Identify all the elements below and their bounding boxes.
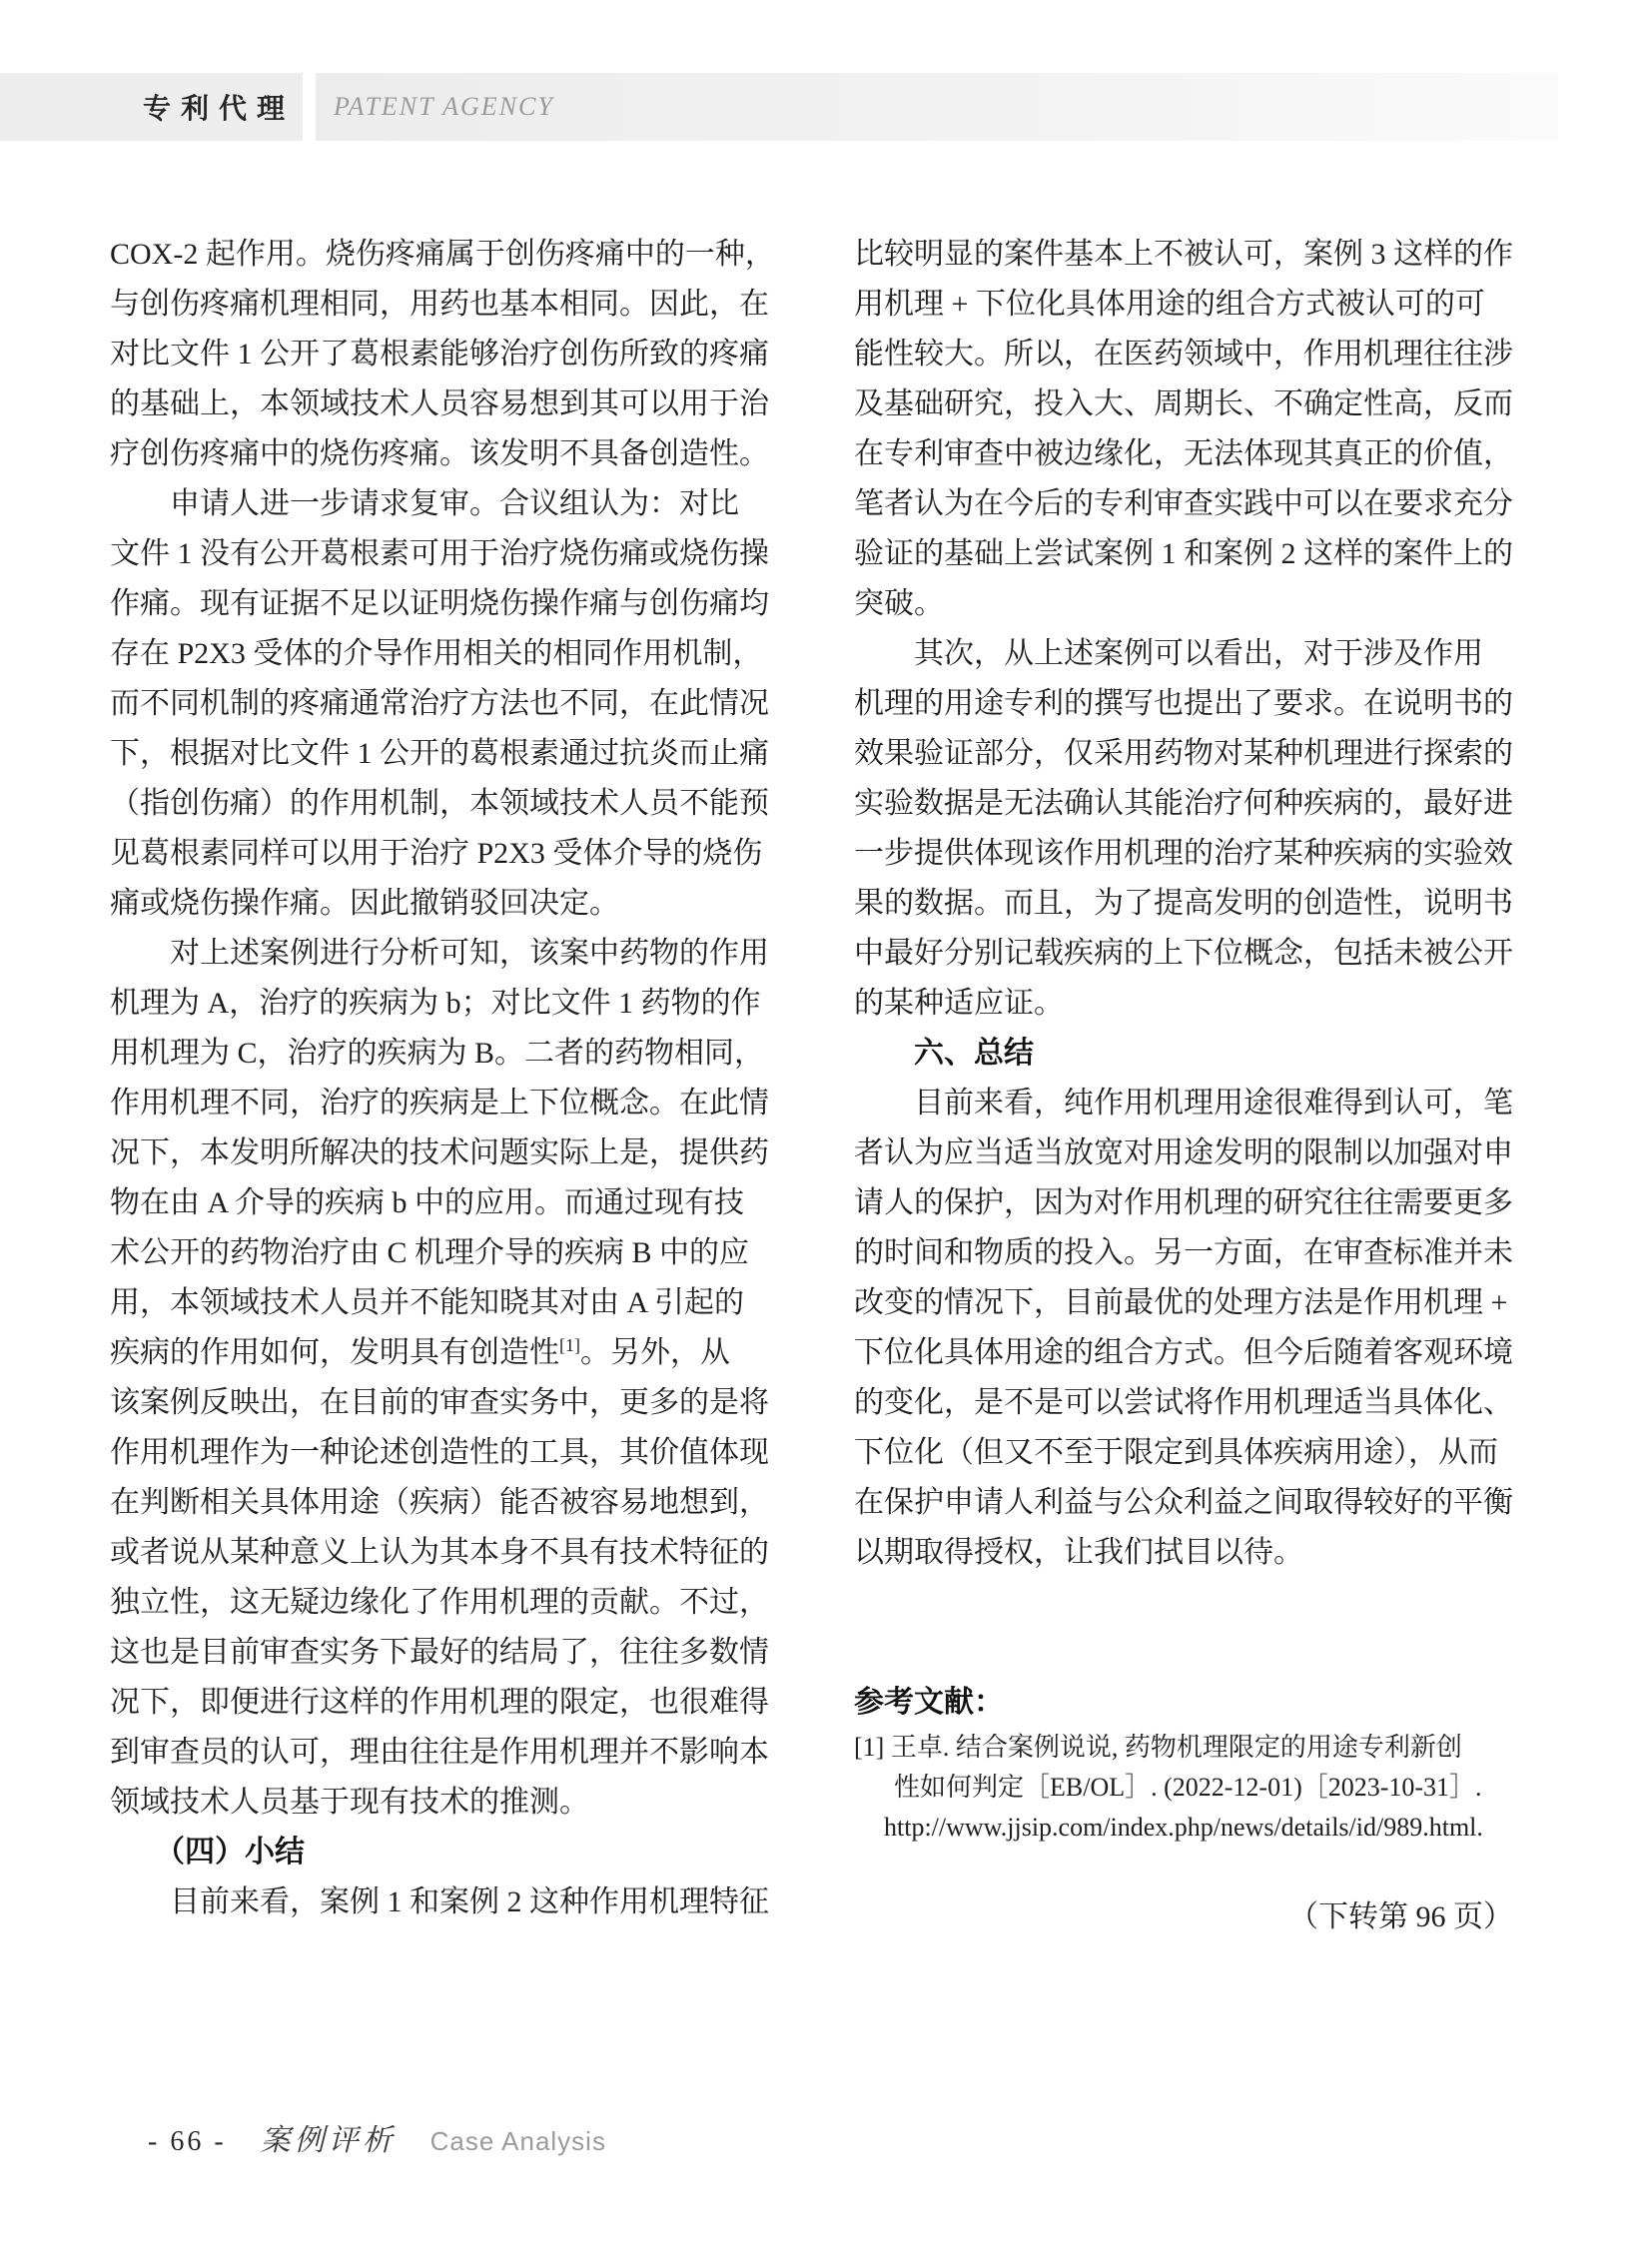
reference-line: [1] 王卓. 结合案例说说, 药物机理限定的用途专利新创 [854, 1733, 1462, 1762]
text-line: 见葛根素同样可以用于治疗 P2X3 受体介导的烧伤 [110, 837, 763, 870]
text-line: 或者说从某种意义上认为其本身不具有技术特征的 [110, 1536, 769, 1569]
spacer [854, 1578, 1513, 1628]
text-line: 申请人进一步请求复审。合议组认为：对比 [110, 487, 739, 520]
text-line: 领域技术人员基于现有技术的推测。 [110, 1786, 589, 1819]
text-line: 笔者认为在今后的专利审查实践中可以在要求充分 [854, 487, 1513, 520]
text-line: 用，本领域技术人员并不能知晓其对由 A 引起的 [110, 1286, 745, 1319]
journal-section-title-cn: 专利代理 [142, 93, 295, 124]
page-footer [148, 2115, 606, 2159]
text-line: 突破。 [854, 587, 944, 620]
text-line: 用机理 + 下位化具体用途的组合方式被认可的可 [854, 288, 1485, 321]
text-line: 一步提供体现该作用机理的治疗某种疾病的实验效 [854, 837, 1513, 870]
text-line: 的变化，是不是可以尝试将作用机理适当具体化、 [854, 1386, 1513, 1419]
page-header [0, 73, 1652, 141]
text-line: 下位化具体用途的组合方式。但今后随着客观环境 [854, 1336, 1513, 1369]
text-line: 存在 P2X3 受体的介导作用相关的相同作用机制， [110, 637, 763, 670]
text-line: 这也是目前审查实务下最好的结局了，往往多数情 [110, 1636, 769, 1669]
text-line: 及基础研究，投入大、周期长、不确定性高，反而 [854, 387, 1513, 420]
text-line: 疾病的作用如何，发明具有创造性[1]。另外，从 [110, 1335, 730, 1369]
section-heading: 六、总结 [854, 1037, 1034, 1070]
page-number: - 66 - [148, 2126, 227, 2157]
text-line: 的某种适应证。 [854, 987, 1064, 1020]
text-line: 目前来看，纯作用机理用途很难得到认可，笔 [854, 1087, 1513, 1120]
reference-line: 性如何判定［EB/OL］. (2022-12-01)［2023-10-31］. [894, 1773, 1482, 1802]
text-line: 在判断相关具体用途（疾病）能否被容易地想到， [110, 1486, 769, 1519]
text-line: 对上述案例进行分析可知，该案中药物的作用 [110, 937, 769, 970]
text-line: 术公开的药物治疗由 C 机理介导的疾病 B 中的应 [110, 1236, 750, 1269]
header-band-left [0, 73, 303, 141]
text-line: COX-2 起作用。烧伤疼痛属于创伤疼痛中的一种， [110, 238, 775, 271]
text-line: 作痛。现有证据不足以证明烧伤操作痛与创伤痛均 [110, 587, 769, 620]
article-body [110, 230, 1518, 1942]
text-line: 果的数据。而且，为了提高发明的创造性，说明书 [854, 887, 1513, 920]
text-line: 物在由 A 介导的疾病 b 中的应用。而通过现有技 [110, 1186, 745, 1219]
text-line: 况下，本发明所解决的技术问题实际上是，提供药 [110, 1136, 769, 1169]
text-line: 该案例反映出，在目前的审查实务中，更多的是将 [110, 1386, 769, 1419]
text-line: 请人的保护，因为对作用机理的研究往往需要更多 [854, 1186, 1513, 1219]
text-line: 实验数据是无法确认其能治疗何种疾病的，最好进 [854, 787, 1513, 820]
text-line: 机理的用途专利的撰写也提出了要求。在说明书的 [854, 687, 1513, 720]
text-line: 验证的基础上尝试案例 1 和案例 2 这样的案件上的 [854, 537, 1513, 570]
text-line: （指创伤痛）的作用机制，本领域技术人员不能预 [110, 787, 769, 820]
text-column-left [110, 230, 775, 1942]
text-line: 用机理为 C，治疗的疾病为 B。二者的药物相同， [110, 1037, 765, 1070]
spacer [854, 1848, 1513, 1892]
reference-line: http://www.jjsip.com/index.php/news/details/id/989.html. [884, 1813, 1483, 1842]
text-line: 以期取得授权，让我们拭目以待。 [854, 1536, 1303, 1569]
text-line: 疗创伤疼痛中的烧伤疼痛。该发明不具备创造性。 [110, 437, 769, 470]
text-line: 到审查员的认可，理由往往是作用机理并不影响本 [110, 1736, 769, 1769]
text-line: 与创伤疼痛机理相同，用药也基本相同。因此，在 [110, 288, 769, 321]
text-line: 对比文件 1 公开了葛根素能够治疗创伤所致的疼痛 [110, 338, 769, 371]
section-heading: （四）小结 [110, 1836, 305, 1868]
text-line: 文件 1 没有公开葛根素可用于治疗烧伤痛或烧伤操 [110, 537, 769, 570]
text-line: 作用机理不同，治疗的疾病是上下位概念。在此情 [110, 1087, 769, 1120]
text-line: 比较明显的案件基本上不被认可，案例 3 这样的作 [854, 238, 1513, 271]
text-line: 的时间和物质的投入。另一方面，在审查标准并未 [854, 1236, 1513, 1269]
text-line: 目前来看，案例 1 和案例 2 这种作用机理特征 [110, 1885, 769, 1918]
text-line: 中最好分别记载疾病的上下位概念，包括未被公开 [854, 937, 1513, 970]
footnote-marker: [1] [559, 1335, 580, 1355]
text-column-right [854, 230, 1513, 1942]
header-band-right [316, 73, 1558, 141]
text-line: 改变的情况下，目前最优的处理方法是作用机理 + [854, 1286, 1508, 1319]
text-line: 机理为 A，治疗的疾病为 b；对比文件 1 药物的作 [110, 987, 761, 1020]
text-line: 下位化（但又不至于限定到具体疾病用途），从而 [854, 1436, 1498, 1469]
text-line: 的基础上，本领域技术人员容易想到其可以用于治 [110, 387, 769, 420]
continuation-note: （下转第 96 页） [1288, 1900, 1513, 1933]
spacer [854, 1628, 1513, 1678]
text-line: 能性较大。所以，在医药领域中，作用机理往往涉 [854, 338, 1513, 371]
journal-section-title-en: PATENT AGENCY [334, 92, 554, 121]
text-line: 其次，从上述案例可以看出，对于涉及作用 [854, 637, 1483, 670]
text-line: 作用机理作为一种论述创造性的工具，其价值体现 [110, 1436, 769, 1469]
footer-section-title-cn: 案例评析 [260, 2124, 397, 2157]
text-line: 在保护申请人利益与公众利益之间取得较好的平衡 [854, 1486, 1513, 1519]
text-line: 效果验证部分，仅采用药物对某种机理进行探索的 [854, 737, 1513, 770]
references-heading: 参考文献： [854, 1686, 1004, 1719]
text-line: 独立性，这无疑边缘化了作用机理的贡献。不过， [110, 1586, 769, 1619]
text-line: 下，根据对比文件 1 公开的葛根素通过抗炎而止痛 [110, 737, 769, 770]
text-line: 者认为应当适当放宽对用途发明的限制以加强对申 [854, 1136, 1513, 1169]
text-line: 而不同机制的疼痛通常治疗方法也不同，在此情况 [110, 687, 769, 720]
text-line: 在专利审查中被边缘化，无法体现其真正的价值， [854, 437, 1513, 470]
footer-section-title-en: Case Analysis [429, 2126, 606, 2156]
text-line: 痛或烧伤操作痛。因此撤销驳回决定。 [110, 887, 619, 920]
text-line: 况下，即便进行这样的作用机理的限定，也很难得 [110, 1686, 769, 1719]
